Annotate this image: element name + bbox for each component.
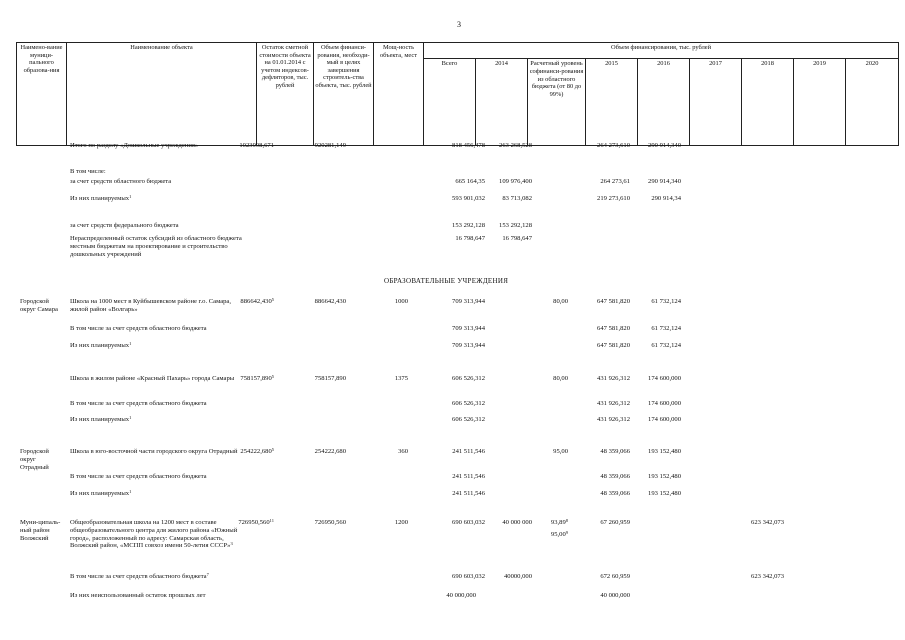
obem-value: 886642,430: [314, 298, 346, 305]
row-label: В том числе за счет средств областного бюджета: [70, 325, 207, 332]
header-uroven: Расчетный уровень софинанси-рования из областного бюджета (от 80 до 99%): [528, 59, 586, 146]
year-2015-value: 647 581,820: [597, 325, 630, 332]
header-2015: 2015: [586, 59, 638, 146]
header-ostatok: Остаток сметной стоимости объекта на 01.01.2014 с учетом индексов-дефляторов, тыс. рублей: [257, 43, 314, 146]
row-label: В том числе за счет средств областного бюджета: [70, 400, 207, 407]
year-2016-value: 193 152,480: [648, 473, 681, 480]
capacity-value: 360: [398, 448, 408, 455]
uroven-value: 95,00: [553, 448, 568, 455]
year-2014-value: 40 000,000: [446, 592, 476, 599]
capacity-value: 1200: [394, 519, 408, 526]
header-2016: 2016: [638, 59, 690, 146]
year-2016-value: 174 600,000: [648, 416, 681, 423]
muni-otradny: Городской округ Отрадный: [20, 448, 49, 471]
vsego-value: 709 313,944: [452, 325, 485, 332]
year-2016-value: 174 600,000: [648, 400, 681, 407]
row-label: Итого по разделу «Дошкольные учреждения»: [70, 142, 199, 149]
row-label: В том числе за счет средств областного бюджета: [70, 473, 207, 480]
year-2016-value: 290 914,340: [648, 142, 681, 149]
row-label: за счет средств областного бюджета: [70, 178, 172, 185]
header-2014: 2014: [476, 59, 528, 146]
row-label-vtom: В том числе:: [70, 168, 106, 175]
section-title: ОБРАЗОВАТЕЛЬНЫЕ УЧРЕЖДЕНИЯ: [384, 277, 509, 285]
year-2016-value: 61 732,124: [651, 325, 681, 332]
year-2015-value: 672 60,959: [600, 573, 630, 580]
row-label: Из них планируемых$^1$: [70, 489, 132, 497]
ostatok-value: 886642,430$^5$: [240, 297, 274, 305]
year-2014-value: 16 798,647: [502, 235, 532, 242]
row-label: Из них неиспользованный остаток прошлых лет: [70, 592, 206, 599]
header-muni: Наимено-вание муници-пального образова-ния: [17, 43, 67, 146]
year-2016-value: 193 152,480: [648, 490, 681, 497]
row-label: Из них планируемых$^1$: [70, 341, 132, 349]
uroven-value: 80,00: [553, 375, 568, 382]
row-label: за счет средств федерального бюджета: [70, 222, 179, 229]
year-2015-value: 431 926,312: [597, 375, 630, 382]
header-2017: 2017: [690, 59, 742, 146]
year-2016-value: 193 152,480: [648, 448, 681, 455]
vsego-value: 606 526,312: [452, 416, 485, 423]
year-2016-value: 61 732,124: [651, 298, 681, 305]
vsego-value: 153 292,128: [452, 222, 485, 229]
vsego-value: 709 313,944: [452, 342, 485, 349]
year-2015-value: 431 926,312: [597, 400, 630, 407]
year-2015-value: 40 000,000: [600, 592, 630, 599]
year-2015-value: 67 260,959: [600, 519, 630, 526]
header-2020: 2020: [846, 59, 899, 146]
vsego-value: 16 798,647: [455, 235, 485, 242]
vsego-value: 818 456,478: [452, 142, 485, 149]
year-2018-value: 623 342,073: [751, 519, 784, 526]
row-label: Школа в юго-восточной части городского округа Отрадный: [70, 448, 238, 455]
obem-value: 726950,560: [314, 519, 346, 526]
vsego-value: 241 511,546: [452, 448, 485, 455]
uroven-value: 93,89$^8$: [550, 518, 568, 526]
year-2014-value: 40000,000: [503, 573, 532, 580]
year-2015-value: 431 926,312: [597, 416, 630, 423]
year-2015-value: 647 581,820: [597, 298, 630, 305]
year-2014-value: 40 000 000: [502, 519, 532, 526]
header-financing-group: Объем финансирования, тыс. рублей: [424, 43, 899, 59]
ostatok-value: 1023998,671: [239, 142, 274, 149]
vsego-value: 606 526,312: [452, 400, 485, 407]
row-label: В том числе за счет средств областного бюджета$^7$: [70, 572, 209, 580]
row-label: Общеобразовательная школа на 1200 мест в составе общеобразовательного центра для жилого района «Южный город», расположенный по адресу: Самарская область, Волжский район, «МСПП совхоз имени 50-летия СССР»$^3$: [70, 519, 238, 550]
year-2014-value: 109 976,400: [499, 178, 532, 185]
obem-value: 920281,149: [314, 142, 346, 149]
muni-volzhsky: Муни-ципаль-ный район Волжский: [20, 519, 61, 542]
year-2016-value: 290 914,34: [651, 195, 681, 202]
year-2014-value: 83 713,082: [502, 195, 532, 202]
row-label: Нераспределенный остаток субсидий из областного бюджета местным бюджетам на проектирование и строительство дошкольных учреждений: [70, 235, 242, 258]
header-obem: Объем финанси-рования, необходи-мый в целях завершения строитель-ства объекта, тыс. рублей: [314, 43, 374, 146]
capacity-value: 1375: [394, 375, 408, 382]
row-label: Школа на 1000 мест в Куйбышевском районе г.о. Самара, жилой район «Волгарь»: [70, 298, 232, 313]
ostatok-value: 758157,890$^5$: [240, 374, 274, 382]
uroven-value: 80,00: [553, 298, 568, 305]
year-2015-value: 219 273,610: [597, 195, 630, 202]
header-moshchnost: Мощ-ность объекта, мест: [374, 43, 424, 146]
obem-value: 254222,680: [314, 448, 346, 455]
vsego-value: 241 511,546: [452, 490, 485, 497]
row-label: Из них планируемых$^1$: [70, 415, 132, 423]
row-label: Из них планируемых$^1$: [70, 194, 132, 202]
vsego-value: 690 603,032: [452, 519, 485, 526]
year-2018-value: 623 342,073: [751, 573, 784, 580]
vsego-value: 665 164,35: [455, 178, 485, 185]
header-object: Наименование объекта: [67, 43, 257, 146]
year-2015-value: 647 581,820: [597, 342, 630, 349]
vsego-value: 709 313,944: [452, 298, 485, 305]
header-vsego: Всего: [424, 59, 476, 146]
year-2015-value: 48 359,066: [600, 490, 630, 497]
ostatok-value: 726950,560$^{11}$: [238, 518, 274, 526]
vsego-value: 593 901,032: [452, 195, 485, 202]
page-number: 3: [457, 20, 461, 29]
vsego-value: 690 603,032: [452, 573, 485, 580]
year-2015-value: 48 359,066: [600, 448, 630, 455]
header-2018: 2018: [742, 59, 794, 146]
muni-samara: Городской округ Самара: [20, 298, 58, 313]
row-label: Школа в жилом районе «Красный Пахарь» города Самары: [70, 375, 235, 382]
uroven-value-2: 95,00$^9$: [550, 530, 568, 538]
year-2014-value: 153 292,128: [499, 222, 532, 229]
vsego-value: 606 526,312: [452, 375, 485, 382]
year-2015-value: 264 273,610: [597, 142, 630, 149]
year-2014-value: 263 268,528: [499, 142, 532, 149]
year-2016-value: 290 914,340: [648, 178, 681, 185]
obem-value: 758157,890: [314, 375, 346, 382]
capacity-value: 1000: [394, 298, 408, 305]
year-2016-value: 174 600,000: [648, 375, 681, 382]
year-2016-value: 61 732,124: [651, 342, 681, 349]
year-2015-value: 48 359,066: [600, 473, 630, 480]
year-2015-value: 264 273,61: [600, 178, 630, 185]
ostatok-value: 254222,680$^5$: [240, 447, 274, 455]
vsego-value: 241 511,546: [452, 473, 485, 480]
header-2019: 2019: [794, 59, 846, 146]
table-header: [16, 42, 899, 146]
